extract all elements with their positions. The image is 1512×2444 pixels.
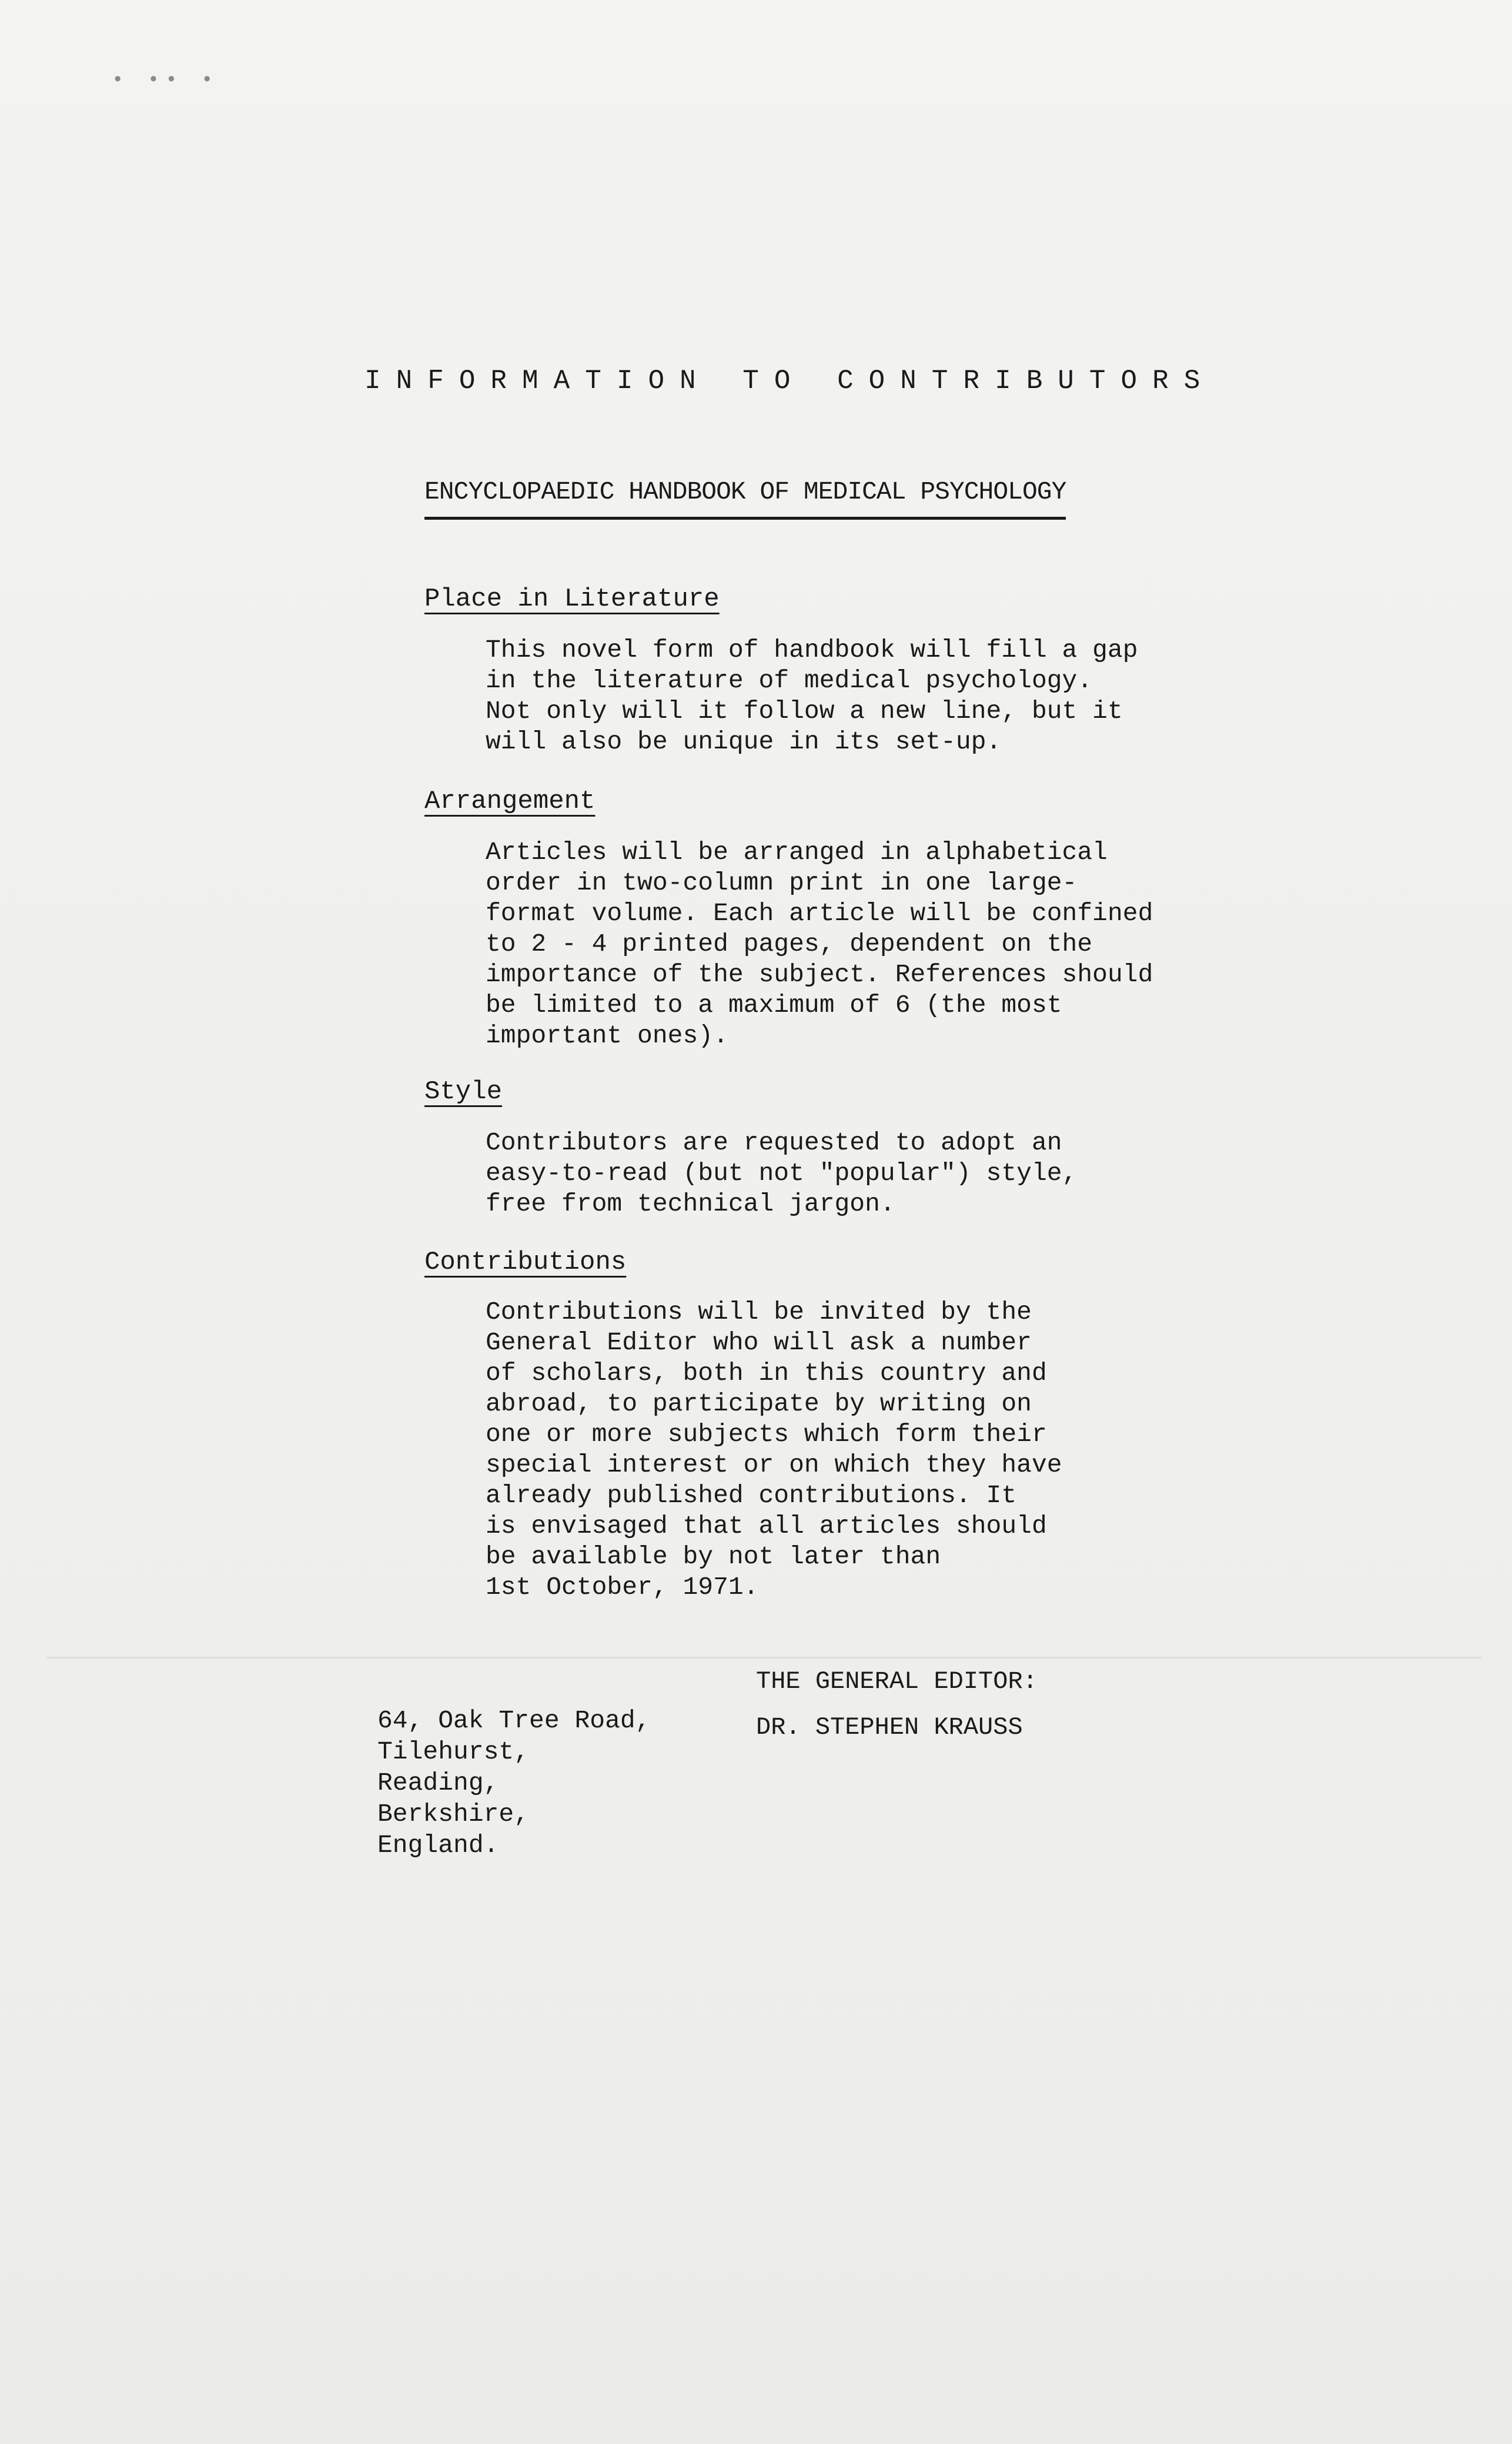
address-line: Reading, (377, 1768, 499, 1797)
section-body-arrangement (486, 837, 1153, 1051)
section-body-contributions (486, 1297, 1062, 1603)
section-heading-arrangement: Arrangement (424, 787, 596, 816)
body-line: one or more subjects which form their (486, 1420, 1047, 1449)
section-body-place-in-literature (486, 635, 1138, 757)
section-heading-place-in-literature: Place in Literature (424, 584, 720, 614)
body-line: be available by not later than (486, 1542, 941, 1571)
body-line: will also be unique in its set-up. (486, 727, 1002, 756)
body-line: Contributors are requested to adopt an (486, 1128, 1062, 1157)
body-line: easy-to-read (but not "popular") style, (486, 1159, 1078, 1188)
body-line: important ones). (486, 1021, 728, 1050)
section-heading-contributions: Contributions (424, 1248, 627, 1277)
body-line: in the literature of medical psychology. (486, 666, 1093, 695)
body-line: General Editor who will ask a number (486, 1328, 1032, 1357)
document-subtitle: ENCYCLOPAEDIC HANDBOOK OF MEDICAL PSYCHOLOGY (424, 477, 1066, 520)
body-line: is envisaged that all articles should (486, 1512, 1047, 1540)
body-line: order in two-column print in one large- (486, 868, 1078, 897)
body-line: 1st October, 1971. (486, 1573, 759, 1602)
address-line: 64, Oak Tree Road, (377, 1706, 651, 1735)
body-line: This novel form of handbook will fill a gap (486, 636, 1138, 664)
body-line: importance of the subject. References should (486, 960, 1153, 989)
address-line: Tilehurst, (377, 1737, 530, 1766)
corner-marks: • •• • (112, 69, 219, 92)
document-title: INFORMATION TO CONTRIBUTORS (364, 366, 1216, 396)
body-line: of scholars, both in this country and (486, 1359, 1047, 1388)
address-line: England. (377, 1831, 499, 1860)
body-line: abroad, to participate by writing on (486, 1389, 1032, 1418)
paper-fold-line (47, 1657, 1481, 1659)
body-line: format volume. Each article will be confined (486, 899, 1153, 928)
body-line: Articles will be arranged in alphabetical (486, 838, 1108, 867)
address-line: Berkshire, (377, 1800, 530, 1828)
section-body-style (486, 1128, 1077, 1219)
editor-name: DR. STEPHEN KRAUSS (756, 1713, 1023, 1741)
body-line: already published contributions. It (486, 1481, 1017, 1510)
section-heading-style: Style (424, 1077, 503, 1106)
body-line: Not only will it follow a new line, but it (486, 697, 1123, 725)
body-line: special interest or on which they have (486, 1450, 1062, 1479)
body-line: free from technical jargon. (486, 1189, 895, 1218)
body-line: Contributions will be invited by the (486, 1298, 1032, 1326)
body-line: be limited to a maximum of 6 (the most (486, 991, 1062, 1019)
body-line: to 2 - 4 printed pages, dependent on the (486, 930, 1093, 958)
editor-label: THE GENERAL EDITOR: (756, 1667, 1038, 1696)
address-block (377, 1705, 650, 1861)
